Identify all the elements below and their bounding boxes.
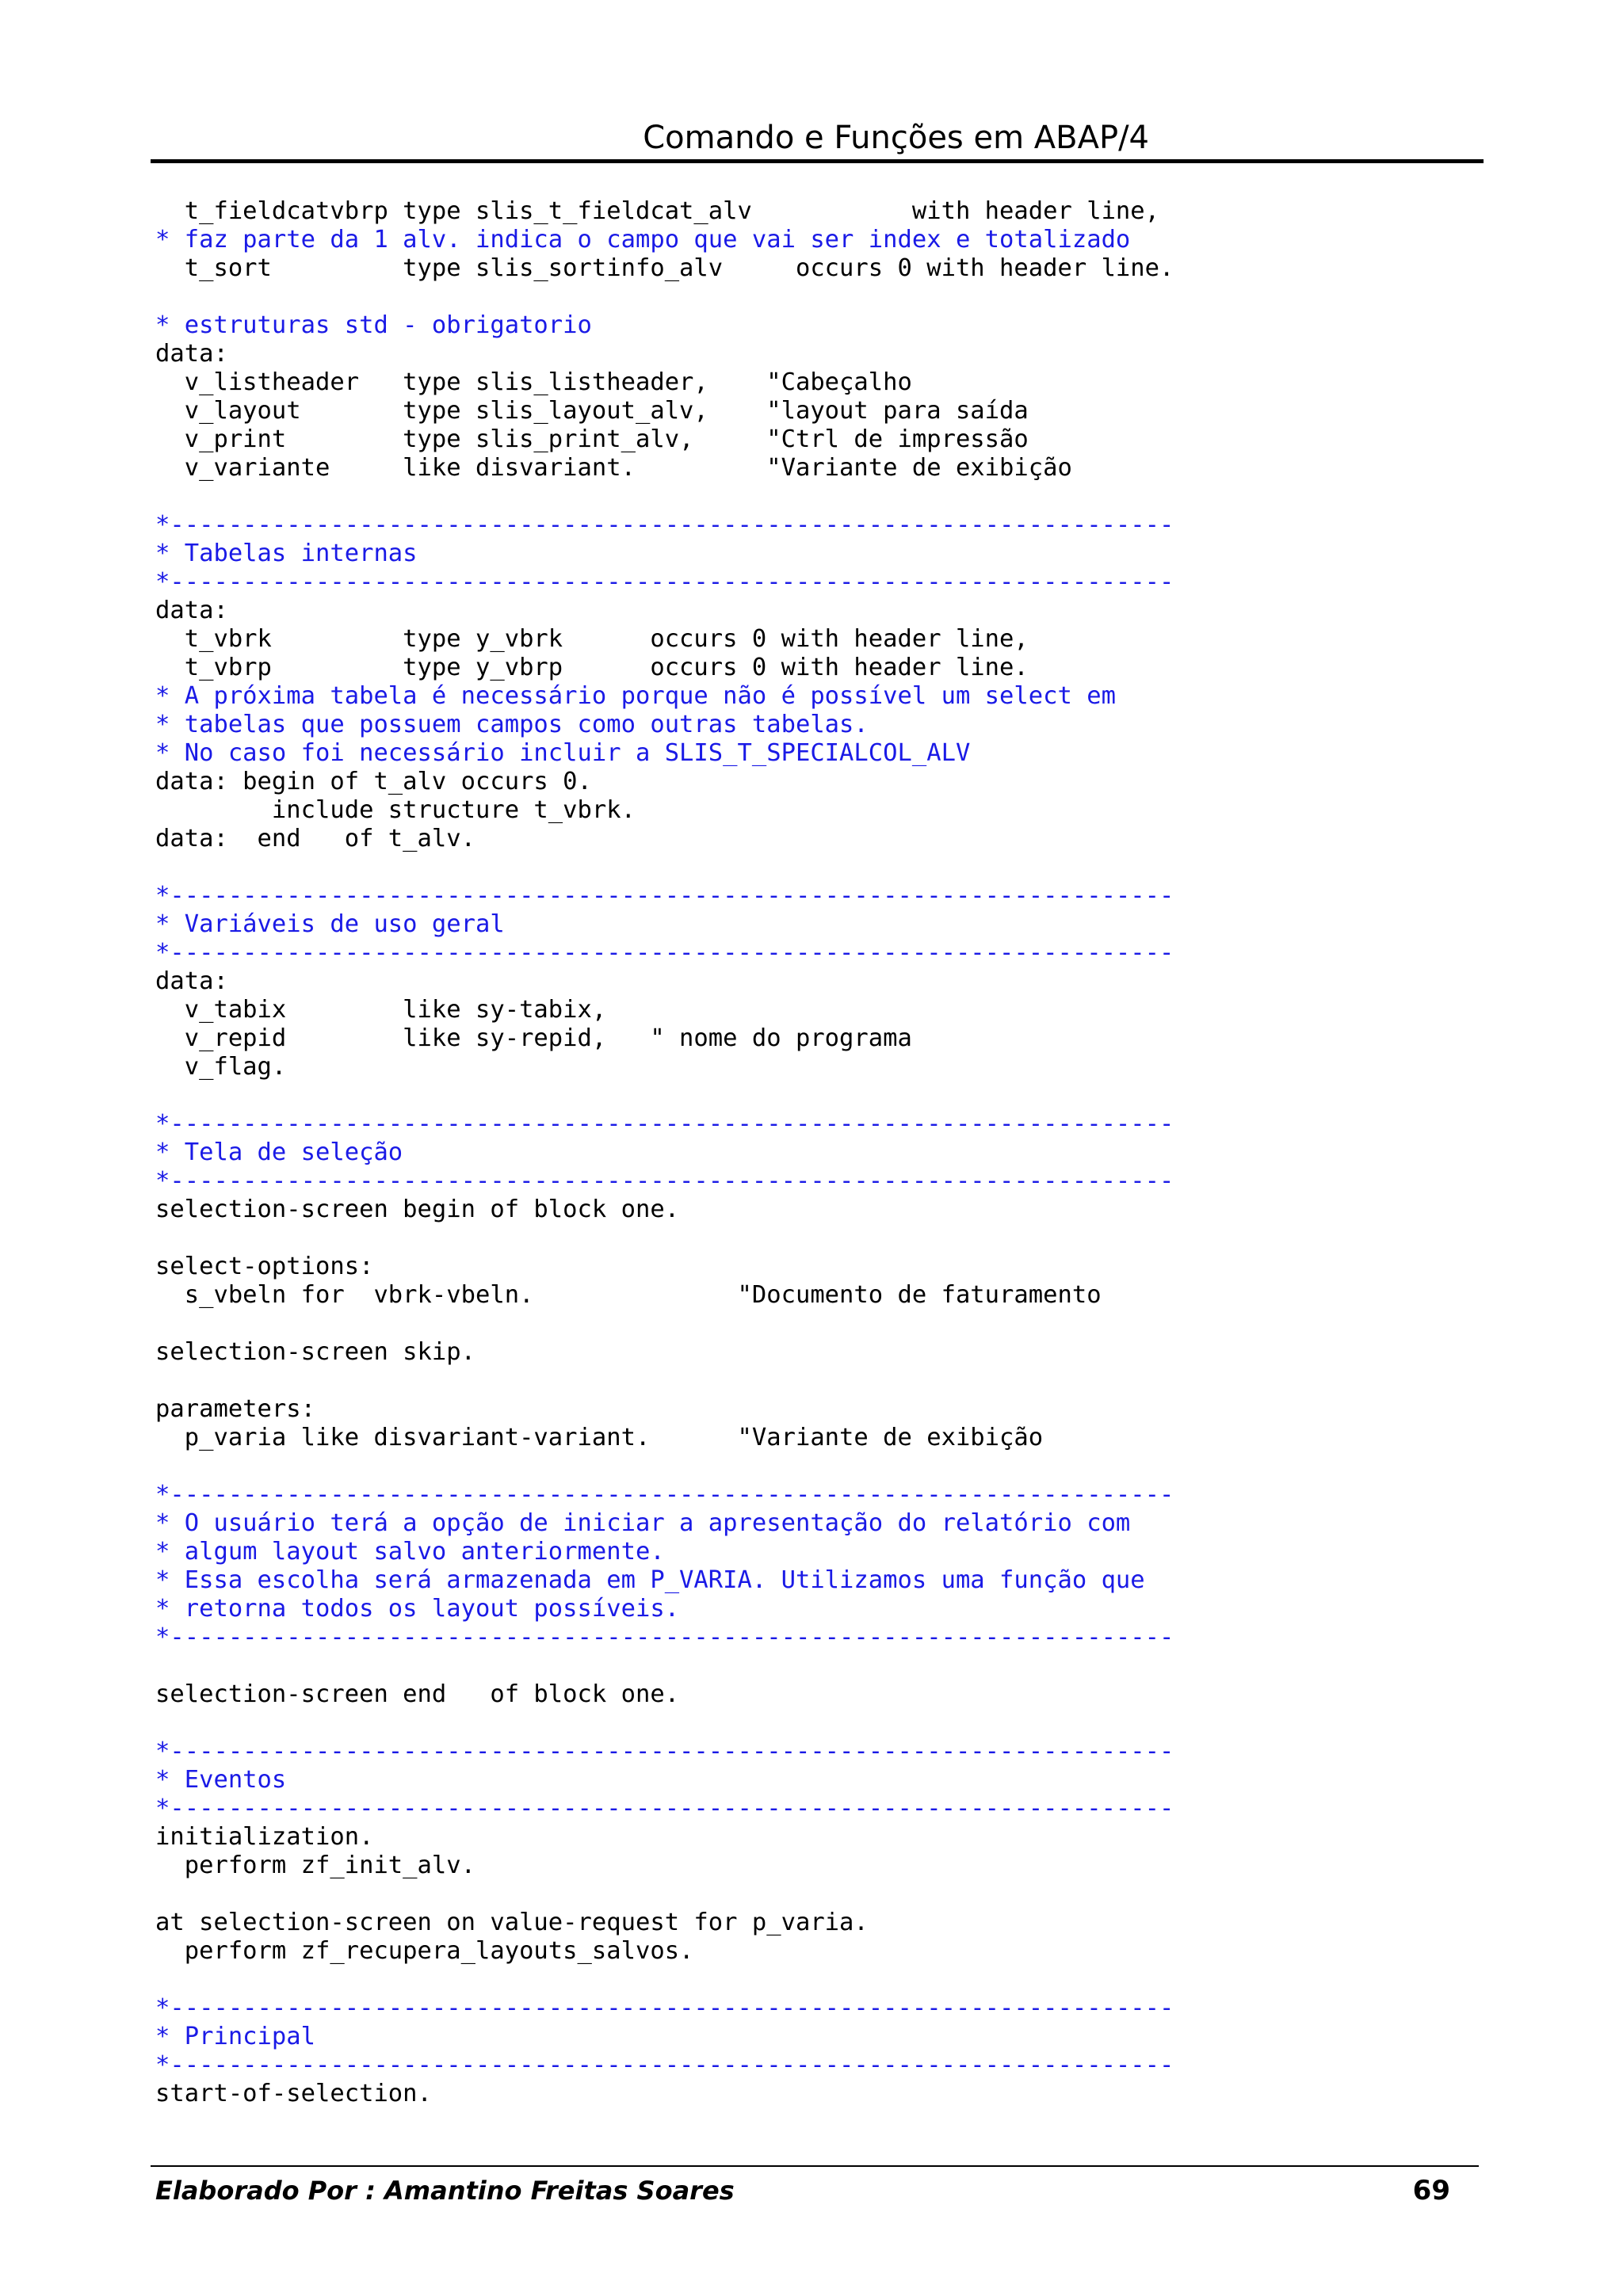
code-line: t_fieldcatvbrp type slis_t_fieldcat_alv with header line, <box>155 197 1160 225</box>
code-comment-line: *--------------------------------------------------------------------- <box>155 1737 1174 1765</box>
code-comment-line: *--------------------------------------------------------------------- <box>155 939 1174 967</box>
code-line: selection-screen end of block one. <box>155 1680 680 1708</box>
code-line <box>155 1310 1455 1338</box>
code-comment-line: *--------------------------------------------------------------------- <box>155 1794 1174 1822</box>
code-comment-line: *--------------------------------------------------------------------- <box>155 1623 1174 1651</box>
code-line: t_sort type slis_sortinfo_alv occurs 0 with header line. <box>155 254 1174 282</box>
code-comment-line: *--------------------------------------------------------------------- <box>155 1994 1174 2022</box>
code-comment-line: * No caso foi necessário incluir a SLIS_T_SPECIALCOL_ALV <box>155 739 971 767</box>
code-line: v_flag. <box>155 1053 287 1081</box>
code-line <box>155 1224 1455 1253</box>
code-comment-line: * Tabelas internas <box>155 540 418 567</box>
code-line: v_print type slis_print_alv, "Ctrl de impressão <box>155 425 1029 453</box>
code-comment-line: * Principal <box>155 2023 315 2050</box>
code-line: selection-screen skip. <box>155 1338 475 1366</box>
code-line <box>155 1966 1455 1994</box>
code-comment-line: * Essa escolha será armazenada em P_VARIA. Utilizamos uma função que <box>155 1566 1145 1594</box>
code-line: data: <box>155 340 228 368</box>
code-comment-line: * A próxima tabela é necessário porque não é possível um select em <box>155 682 1116 710</box>
code-comment-line: * Variáveis de uso geral <box>155 910 505 938</box>
code-line: data: <box>155 967 228 995</box>
code-line: data: begin of t_alv occurs 0. <box>155 768 592 795</box>
code-line: v_repid like sy-repid, " nome do programa <box>155 1024 912 1052</box>
code-line: perform zf_recupera_layouts_salvos. <box>155 1937 694 1965</box>
code-comment-line: * Eventos <box>155 1766 287 1794</box>
header-title: Comando e Funções em ABAP/4 <box>643 120 1149 156</box>
code-comment-line: *--------------------------------------------------------------------- <box>155 882 1174 910</box>
code-line <box>155 1709 1455 1737</box>
code-comment-line: * algum layout salvo anteriormente. <box>155 1538 665 1566</box>
code-line: s_vbeln for vbrk-vbeln. "Documento de faturamento <box>155 1281 1102 1309</box>
code-line <box>155 283 1455 311</box>
code-comment-line: * O usuário terá a opção de iniciar a apresentação do relatório com <box>155 1509 1131 1537</box>
code-comment-line: *--------------------------------------------------------------------- <box>155 568 1174 596</box>
header-divider <box>151 159 1484 163</box>
code-comment-line: *--------------------------------------------------------------------- <box>155 1167 1174 1195</box>
code-line: t_vbrk type y_vbrk occurs 0 with header line, <box>155 625 1029 653</box>
code-line: start-of-selection. <box>155 2080 432 2107</box>
code-line: v_listheader type slis_listheader, "Cabeçalho <box>155 368 912 396</box>
code-comment-line: *--------------------------------------------------------------------- <box>155 1110 1174 1138</box>
code-line <box>155 482 1455 511</box>
code-line: include structure t_vbrk. <box>155 796 636 824</box>
code-line: selection-screen begin of block one. <box>155 1196 680 1223</box>
code-line <box>155 1880 1455 1909</box>
code-comment-line: *--------------------------------------------------------------------- <box>155 2051 1174 2079</box>
code-line: data: end of t_alv. <box>155 825 475 852</box>
code-line <box>155 1081 1455 1110</box>
code-comment-line: * faz parte da 1 alv. indica o campo que vai ser index e totalizado <box>155 226 1131 254</box>
code-line: v_tabix like sy-tabix, <box>155 996 607 1024</box>
footer-divider <box>151 2165 1479 2167</box>
code-line <box>155 1367 1455 1395</box>
code-line: t_vbrp type y_vbrp occurs 0 with header line. <box>155 654 1029 681</box>
page-header <box>151 116 1482 160</box>
code-line: at selection-screen on value-request for p_varia. <box>155 1909 869 1936</box>
code-comment-line: *--------------------------------------------------------------------- <box>155 511 1174 539</box>
code-comment-line: *--------------------------------------------------------------------- <box>155 1481 1174 1508</box>
code-comment-line: * Tela de seleção <box>155 1138 403 1166</box>
code-line: perform zf_init_alv. <box>155 1852 475 1879</box>
code-line <box>155 853 1455 882</box>
code-listing <box>155 197 1455 2107</box>
code-comment-line: * retorna todos os layout possíveis. <box>155 1595 680 1623</box>
footer-author: Elaborado Por : Amantino Freitas Soares <box>155 2176 735 2206</box>
code-line: initialization. <box>155 1823 374 1851</box>
code-line <box>155 1652 1455 1680</box>
code-comment-line: * estruturas std - obrigatorio <box>155 311 592 339</box>
code-line: parameters: <box>155 1395 315 1423</box>
page-number: 69 <box>1412 2175 1450 2206</box>
code-comment-line: * tabelas que possuem campos como outras tabelas. <box>155 711 869 738</box>
code-line <box>155 1452 1455 1481</box>
code-line: v_variante like disvariant. "Variante de exibição <box>155 454 1072 482</box>
code-line: select-options: <box>155 1253 374 1280</box>
code-line: v_layout type slis_layout_alv, "layout para saída <box>155 397 1029 425</box>
code-line: data: <box>155 597 228 624</box>
code-line: p_varia like disvariant-variant. "Variante de exibição <box>155 1424 1044 1451</box>
